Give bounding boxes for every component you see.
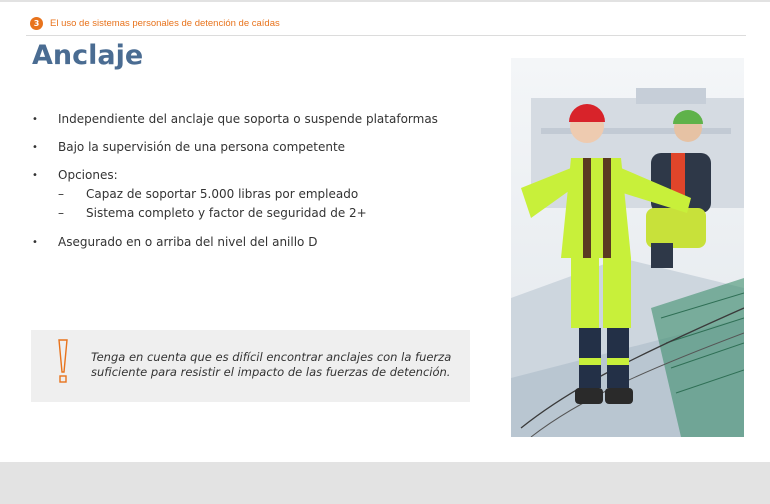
list-item-text: Asegurado en o arriba del nivel del anillo D [58,235,318,249]
list-item-text: Bajo la supervisión de una persona competente [58,140,346,154]
bullet-marker: • [32,142,38,153]
bullet-marker: • [32,170,38,181]
list-item-text: Independiente del anclaje que soporta o suspende plataformas [58,112,438,126]
breadcrumb-text: El uso de sistemas personales de detención de caídas [50,17,280,29]
sub-list-item-text: Sistema completo y factor de seguridad de 2+ [86,206,367,220]
workers-photo [511,58,744,437]
section-number-badge: 3 [30,17,43,30]
top-rule [0,0,770,2]
sub-list-item-text: Capaz de soportar 5.000 libras por empleado [86,187,359,201]
breadcrumb [30,16,280,30]
bullet-marker: • [32,114,38,125]
page-title: Anclaje [32,40,144,71]
footer-band [0,462,770,504]
sub-bullet-marker: – [58,206,64,220]
bullet-marker: • [32,237,38,248]
list-item-text: Opciones: [58,168,118,182]
note-box [31,330,470,402]
header-divider [26,35,746,36]
note-text: Tenga en cuenta que es difícil encontrar anclajes con la fuerza suficiente para resistir el impacto de las fuerzas de detención. [91,350,452,379]
sub-bullet-marker: – [58,187,64,201]
exclamation-icon [53,338,73,390]
